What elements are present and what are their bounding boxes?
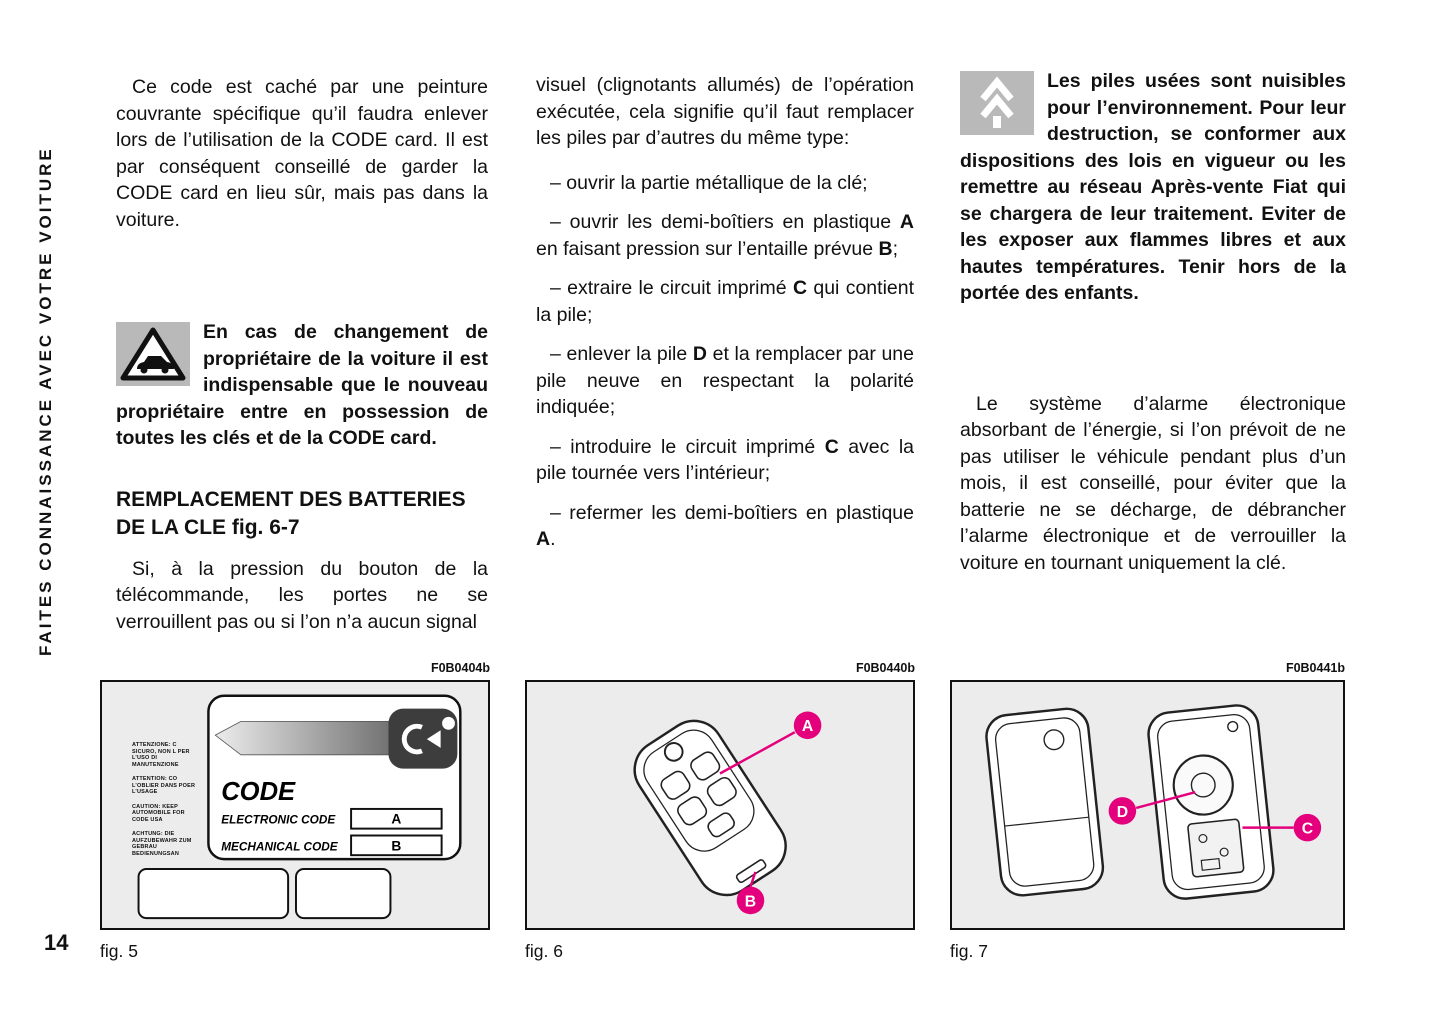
code-card-warning-it: ATTENZIONE: C SICURO, NON L PER L’USO DI MANUTENZIONE [132, 742, 190, 768]
figure-6-caption: fig. 6 [525, 941, 563, 961]
figure-5-code: F0B0404b [430, 661, 490, 675]
remote-key-illustration [527, 682, 913, 928]
figure-7-caption: fig. 7 [950, 941, 988, 961]
battery-intro-paragraph: visuel (clignotants allumés) de l’opération exécutée, cela signifie qu’il faut remplacer les piles par d’autres du même type: [536, 74, 914, 149]
electronic-code-label: ELECTRONIC CODE [221, 812, 336, 827]
key-shells-illustration [952, 682, 1343, 928]
alarm-paragraph: Le système d’alarme électronique absorbant de l’énergie, si l’on prévoit de ne pas utiliser le véhicule pendant plus d’un mois, il est conseillé, pour éviter que la batterie ne se décharge, de débrancher l’alarme électronique et de verrouiller la voiture en tournant uniquement la clé. [960, 392, 1346, 574]
section-heading: REMPLACEMENT DES BATTERIES DE LA CLE fig. 6-7 [116, 487, 466, 539]
step-item: – ouvrir les demi-boîtiers en plastique A en faisant pression sur l’entaille prévue B; [536, 211, 914, 260]
code-card-title: CODE [221, 778, 296, 807]
page-number: 14 [44, 930, 69, 955]
column-left [116, 74, 488, 635]
battery-shell-drawing [1146, 703, 1275, 900]
code-card-warnings [132, 742, 198, 865]
callout-a-letter: A [801, 718, 814, 736]
warning-triangle-icon [116, 322, 190, 386]
column-middle [536, 72, 914, 553]
callout-b-letter: B [744, 893, 757, 911]
code-card-paragraph: Ce code est caché par une peinture couvrante spécifique qu’il faudra enlever lors de l’utilisation de la CODE card. Il est par conséquent conseillé de garder la CODE card en lieu sûr, mais pas dans la voiture. [116, 76, 488, 231]
electronic-code-value: A [391, 811, 402, 827]
callout-d-letter: D [1116, 803, 1129, 821]
battery-disposal-warning-text: Les piles usées sont nuisibles pour l’environnement. Pour leur destruction, se conformer aux dispositions des lois en vigueur ou les remettre au réseau Après-vente Fiat qui se chargera de leur traitement. Eviter de les exposer aux flammes libres et aux hautes températures. Tenir hors de la portée des enfants. [960, 70, 1346, 304]
figure-5-caption: fig. 5 [100, 941, 138, 961]
blank-card-box [296, 869, 390, 918]
chapter-sidebar-title: FAITES CONNAISSANCE AVEC VOTRE VOITURE [36, 146, 55, 656]
blank-card-box [139, 869, 289, 918]
mechanical-code-value: B [391, 838, 402, 854]
ownership-warning-block [116, 319, 488, 452]
mechanical-code-label: MECHANICAL CODE [221, 839, 338, 854]
code-card-warning-de: ACHTUNG: DIE AUFZUBEWAHR ZUM GEBRAU BEDIENUNGSAN [132, 831, 192, 857]
ownership-warning-text: En cas de changement de propriétaire de la voiture il est indispensable que le nouveau propriétaire entre en possession de toutes les clés et de la CODE card. [116, 321, 488, 449]
figure-7-code: F0B0441b [1285, 661, 1345, 675]
step-item: – extraire le circuit imprimé C qui contient la pile; [536, 277, 915, 326]
recycling-tree-icon [960, 71, 1034, 135]
step-item: – refermer les demi-boîtiers en plastique A. [536, 501, 914, 550]
column-right [960, 68, 1346, 576]
empty-shell-drawing [984, 707, 1105, 898]
callout-c-letter: C [1301, 820, 1314, 838]
code-card-warning-en: CAUTION: KEEP AUTOMOBILE FOR CODE USA [132, 803, 185, 823]
key-fob-drawing [623, 710, 797, 907]
code-card-warning-fr: ATTENTION: CO L’OBLIER DANS POER L’USAGE [132, 776, 196, 795]
step-item: – introduire le circuit imprimé C avec la pile tournée vers l’intérieur; [536, 435, 914, 484]
remote-signal-paragraph: Si, à la pression du bouton de la télécommande, les portes ne se verrouillent pas ou si l’on n’a aucun signal [116, 557, 488, 633]
figure-5-panel [100, 680, 490, 930]
step-item: – enlever la pile D et la remplacer par une pile neuve en respectant la polarité indiquée; [536, 343, 914, 418]
figure-7-panel [950, 680, 1345, 930]
battery-disposal-warning-block [960, 68, 1346, 307]
figure-6-panel [525, 680, 915, 930]
figure-6-code: F0B0440b [855, 661, 915, 675]
step-item: – ouvrir la partie métallique de la clé; [550, 171, 868, 194]
